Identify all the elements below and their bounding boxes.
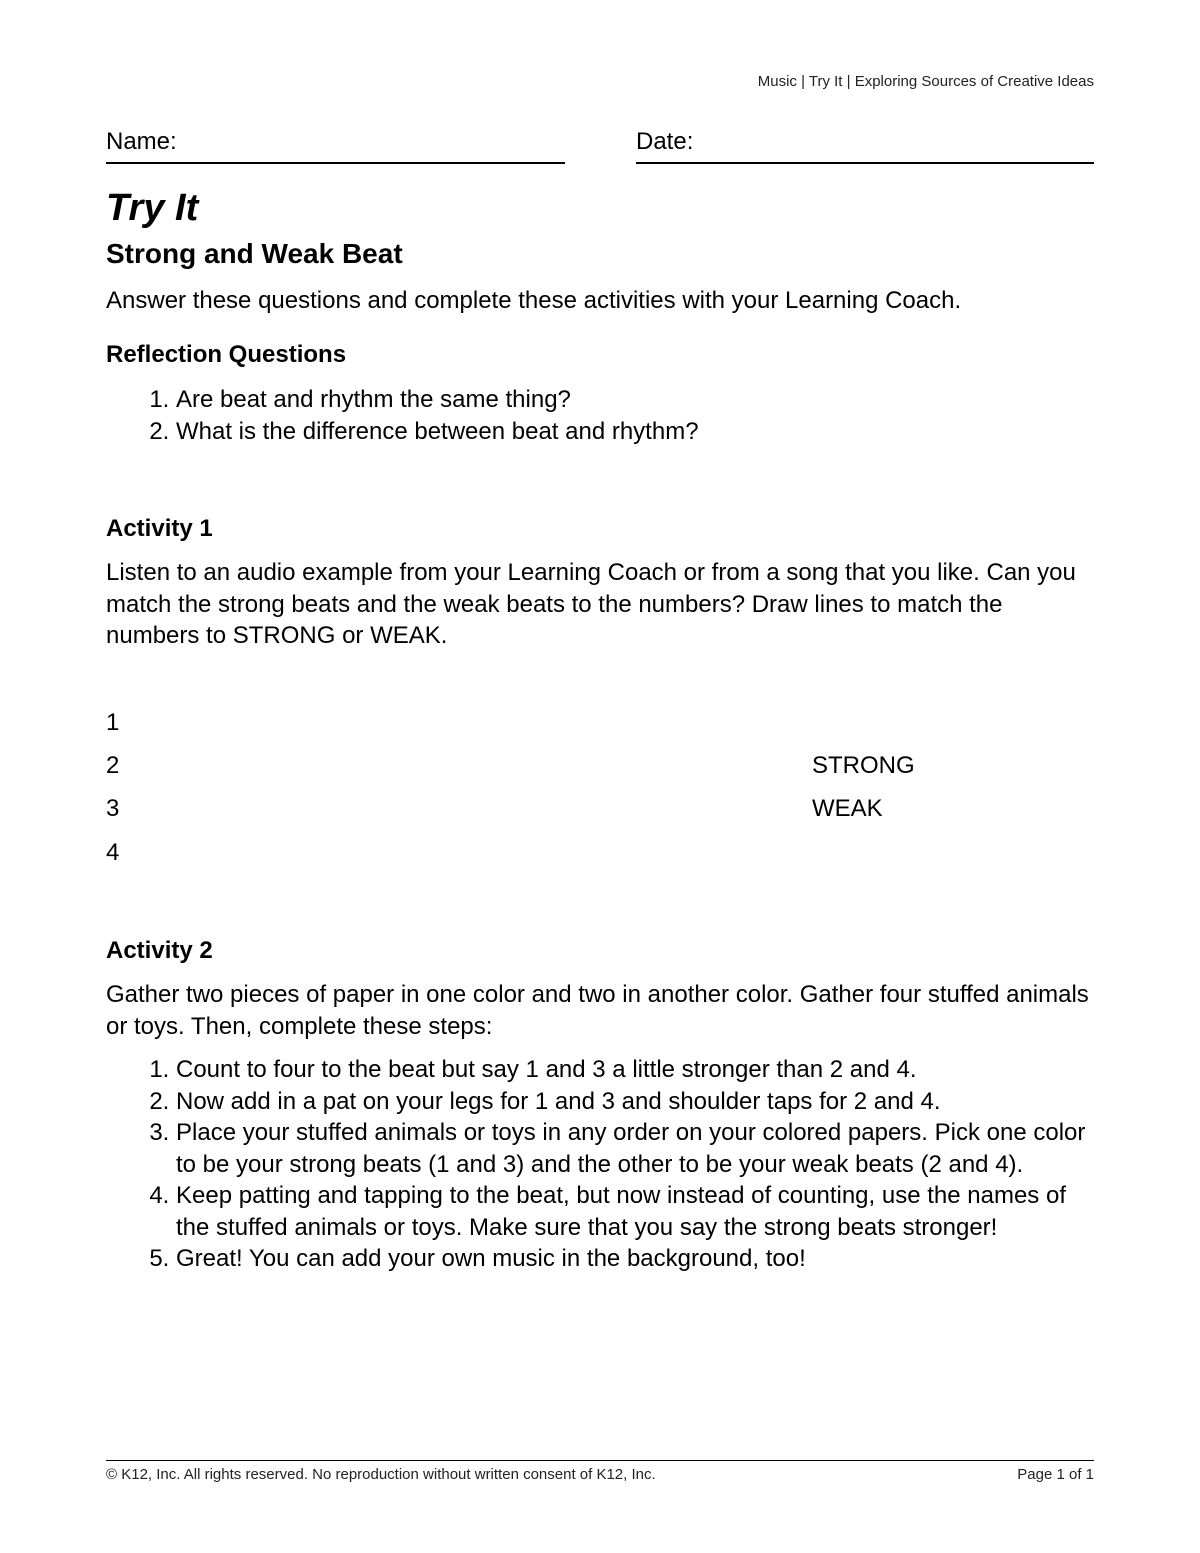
name-field[interactable] (106, 128, 565, 164)
list-item: 2. Now add in a pat on your legs for 1 and 3 and shoulder taps for 2 and 4. (176, 1086, 1096, 1118)
beat-number-2: 2 (106, 752, 120, 779)
list-item: 3. Place your stuffed animals or toys in any order on your colored papers. Pick one color to be your strong beats (1 and 3) and the other to be your weak beats (2 and 4). (176, 1117, 1096, 1180)
match-option-strong: STRONG (812, 752, 915, 779)
beat-number-4: 4 (106, 839, 120, 866)
footer-copyright: © K12, Inc. All rights reserved. No reproduction without written consent of K12, Inc. (106, 1466, 656, 1483)
header-breadcrumb: Music | Try It | Exploring Sources of Creative Ideas (757, 73, 1094, 90)
activity2-instructions: Gather two pieces of paper in one color and two in another color. Gather four stuffed animals or toys. Then, complete these steps: (106, 981, 1089, 1040)
intro-text: Answer these questions and complete these activities with your Learning Coach. (106, 287, 962, 314)
list-item: 4. Keep patting and tapping to the beat, but now instead of counting, use the names of the stuffed animals or toys. Make sure that you say the strong beats stronger! (176, 1180, 1096, 1243)
page-subtitle: Strong and Weak Beat (106, 238, 403, 269)
list-item: 1. Are beat and rhythm the same thing? (176, 384, 1096, 416)
list-item: 1. Count to four to the beat but say 1 and 3 a little stronger than 2 and 4. (176, 1054, 1096, 1086)
beat-number-1: 1 (106, 709, 120, 736)
footer-page-number: Page 1 of 1 (1017, 1466, 1094, 1483)
activity1-instructions: Listen to an audio example from your Learning Coach or from a song that you like. Can you match the strong beats and the weak beats to the numbers? Draw lines to match the numbers to STRONG or WEAK. (106, 559, 1076, 649)
activity2-steps-list (106, 1054, 1096, 1275)
beat-number-3: 3 (106, 795, 120, 822)
date-field[interactable] (636, 128, 1094, 164)
reflection-heading: Reflection Questions (106, 341, 347, 368)
footer-divider (106, 1460, 1094, 1461)
page-title: Try It (106, 187, 199, 229)
match-option-weak: WEAK (812, 795, 883, 822)
date-label: Date: (636, 128, 694, 155)
name-label: Name: (106, 128, 177, 155)
list-item: 5. Great! You can add your own music in the background, too! (176, 1243, 1096, 1275)
activity2-heading: Activity 2 (106, 937, 213, 964)
reflection-questions-list (106, 384, 1096, 447)
list-item: 2. What is the difference between beat and rhythm? (176, 416, 1096, 448)
activity1-heading: Activity 1 (106, 515, 213, 542)
